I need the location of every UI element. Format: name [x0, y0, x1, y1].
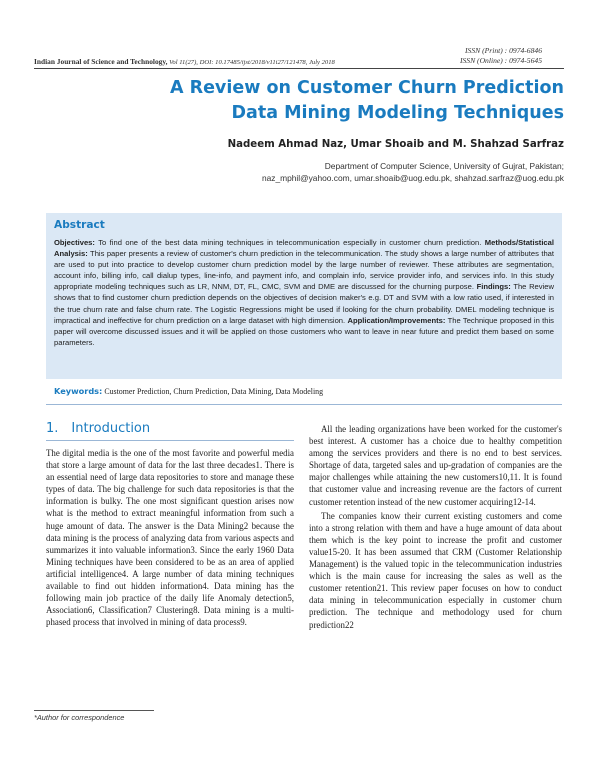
left-column: [46, 447, 294, 628]
section-title: Introduction: [71, 421, 151, 436]
paper-title: [94, 76, 564, 126]
findings-text: The Review shows that to find customer churn prediction depends on the objectives of decision maker's e.g. DT and SVM with a low ratio used, if interested in the true churn rate and false churn rate. The Logistic Regressions might be used if looking for the churn probability. DMEL modeling technique is impractical and ineffective for churn prediction on a large dataset with high dimension.: [54, 282, 554, 325]
issn-online: ISSN (Online) : 0974-5645: [459, 56, 542, 65]
methods-label: Methods/Statistical Analysis:: [54, 238, 554, 259]
objectives-label: Objectives:: [54, 238, 95, 247]
keywords-rule: [46, 404, 562, 405]
issn-print: ISSN (Print) : 0974-6846: [465, 46, 542, 55]
keywords-line: [54, 386, 323, 396]
title-line-2: Data Mining Modeling Techniques: [231, 103, 564, 123]
intro-paragraph-1: The digital media is the one of the most favorite and powerful media that store a large amount of data for the last three decades1. There is an essential need of large data repositories to store and manage these types of data. The big challenge for such data repositories is that the information is bulky. The one most significant question arises now what is the method to extract meaningful information from such a huge amount of data. The answer is the Data Mining2 because the data mining is the process of analyzing data from various aspects and summarizes it into valuable information3. Since the early 1960 Data Mining techniques have been considered to be as an area of applied artificial intelligence4. A large number of data mining techniques available to find out hidden information4. Data mining has the following main job practice of the daily life Anomaly detection5, Association6, Classification7 Clustering8. Data mining is a multi-phased process that involved in mining of data process9.: [46, 448, 294, 628]
right-column: [309, 423, 562, 631]
footnote-rule: [34, 710, 154, 711]
section-number: 1.: [46, 421, 59, 436]
issn-block: [460, 46, 542, 66]
keywords-text: Customer Prediction, Churn Prediction, Data Mining, Data Modeling: [104, 387, 324, 396]
section-rule: [46, 440, 294, 441]
abstract-box: [46, 213, 562, 379]
section-heading: [46, 421, 150, 436]
keywords-label: Keywords:: [54, 386, 103, 396]
application-text: The Technique proposed in this paper will overcome discussed issues and it will be applied on those customers who want to leave in near future and predict them based on some parameters.: [54, 315, 554, 347]
findings-label: Findings:: [476, 282, 511, 292]
journal-name: Indian Journal of Science and Technology,: [34, 57, 168, 66]
journal-citation: [34, 57, 424, 67]
abstract-heading: Abstract: [54, 219, 105, 231]
correspondence-footnote: *Author for correspondence: [34, 713, 125, 722]
affiliation-emails: naz_mphil@yahoo.com, umar.shoaib@uog.edu.pk, shahzad.sarfraz@uog.edu.pk: [261, 173, 564, 183]
title-line-1: A Review on Customer Churn Prediction: [169, 78, 564, 98]
abstract-text: [54, 237, 554, 348]
objectives-text: To find one of the best data mining techniques in telecommunication especially in customer churn prediction.: [94, 238, 482, 247]
author-list: Nadeem Ahmad Naz, Umar Shoaib and M. Shahzad Sarfraz: [227, 139, 564, 150]
intro-paragraph-2: All the leading organizations have been worked for the customer's best interest. A customer has a choice due to healthy competition among the services providers and there is no end to best services. Shortage of data, targeted sales and up-gradation of companies are the major challenges while attaining the new customers10,11. It is found that customer value and increasing revenue are the factors of current customer retention instead of the new customer acquiring12-14.: [309, 424, 562, 507]
header-rule: [34, 68, 564, 69]
affiliation-department: Department of Computer Science, University of Gujrat, Pakistan;: [324, 161, 564, 171]
affiliation: [262, 160, 564, 184]
methods-text: This paper presents a review of customer's churn prediction in the telecommunication. The study shows a large number of attributes that are used to put into practice to develop customer churn prediction model by the large number of reviewer. These attributes are segmentation, account info, billing info, call dialup types, line-info, and payment info, and complain info, service provider info, and services info. In this study appropriate modeling techniques such as LR, NNM, DT, FL, CMC, SVM and DME are discussed for the churning purpose.: [54, 249, 554, 292]
journal-meta: Vol 11(27), DOI: 10.17485/ijst/2018/v11i27/121478, July 2018: [169, 59, 335, 66]
application-label: Application/Improvements:: [347, 315, 446, 325]
intro-paragraph-3: The companies know their current existing customers and come into a strong relation with them and have a huge amount of data about them which is the key point to increase the profit and customer value15-20. It has been assumed that CRM (Customer Relationship Management) is the valued topic in the telecommunication industries which is the main cause for increasing the sales as well as the customer retention21. This review paper focuses on how to conduct data mining in telecommunication especially in customer churn prediction. The technique and methodology used for churn prediction22: [309, 510, 562, 630]
